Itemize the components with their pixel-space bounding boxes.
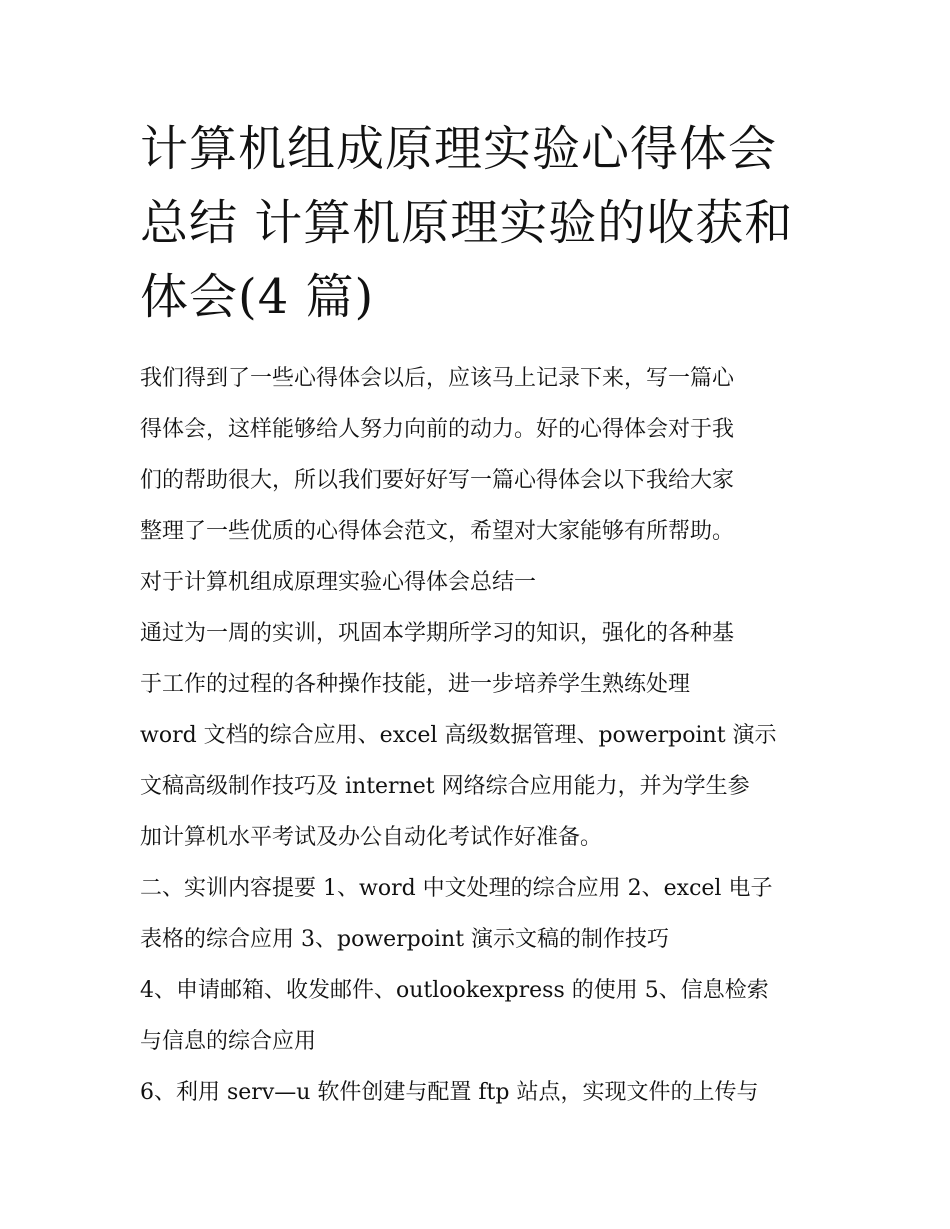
body-line: 6、利用 serv—u 软件创建与配置 ftp 站点，实现文件的上传与 [140, 1080, 759, 1105]
body-line: 通过为一周的实训，巩固本学期所学习的知识，强化的各种基 [140, 621, 735, 646]
body-line: 表格的综合应用 3、powerpoint 演示文稿的制作技巧 [140, 927, 670, 952]
body-line: 整理了一些优质的心得体会范文，希望对大家能够有所帮助。 [140, 519, 735, 544]
body-line: 文稿高级制作技巧及 internet 网络综合应用能力，并为学生参 [140, 774, 750, 799]
body-line: 二、实训内容提要 1、word 中文处理的综合应用 2、excel 电子 [140, 876, 773, 901]
title-line: 计算机组成原理实验心得体会 [140, 121, 778, 177]
section-heading: 对于计算机组成原理实验心得体会总结一 [140, 570, 537, 595]
body-line: 加计算机水平考试及办公自动化考试作好准备。 [140, 825, 603, 850]
title-line: 总结 计算机原理实验的收获和 [140, 195, 794, 251]
body-line: 4、申请邮箱、收发邮件、outlookexpress 的使用 5、信息检索 [140, 978, 769, 1003]
document-title [140, 112, 830, 334]
body-line: word 文档的综合应用、excel 高级数据管理、powerpoint 演示 [140, 723, 777, 748]
body-line: 我们得到了一些心得体会以后，应该马上记录下来，写一篇心 [140, 366, 735, 391]
body-line: 与信息的综合应用 [140, 1029, 317, 1054]
body-line: 于工作的过程的各种操作技能，进一步培养学生熟练处理 [140, 672, 691, 697]
body-line: 得体会，这样能够给人努力向前的动力。好的心得体会对于我 [140, 417, 735, 442]
body-line: 们的帮助很大，所以我们要好好写一篇心得体会以下我给大家 [140, 468, 735, 493]
document-body [140, 353, 830, 1118]
title-line: 体会(4 篇) [140, 269, 375, 325]
